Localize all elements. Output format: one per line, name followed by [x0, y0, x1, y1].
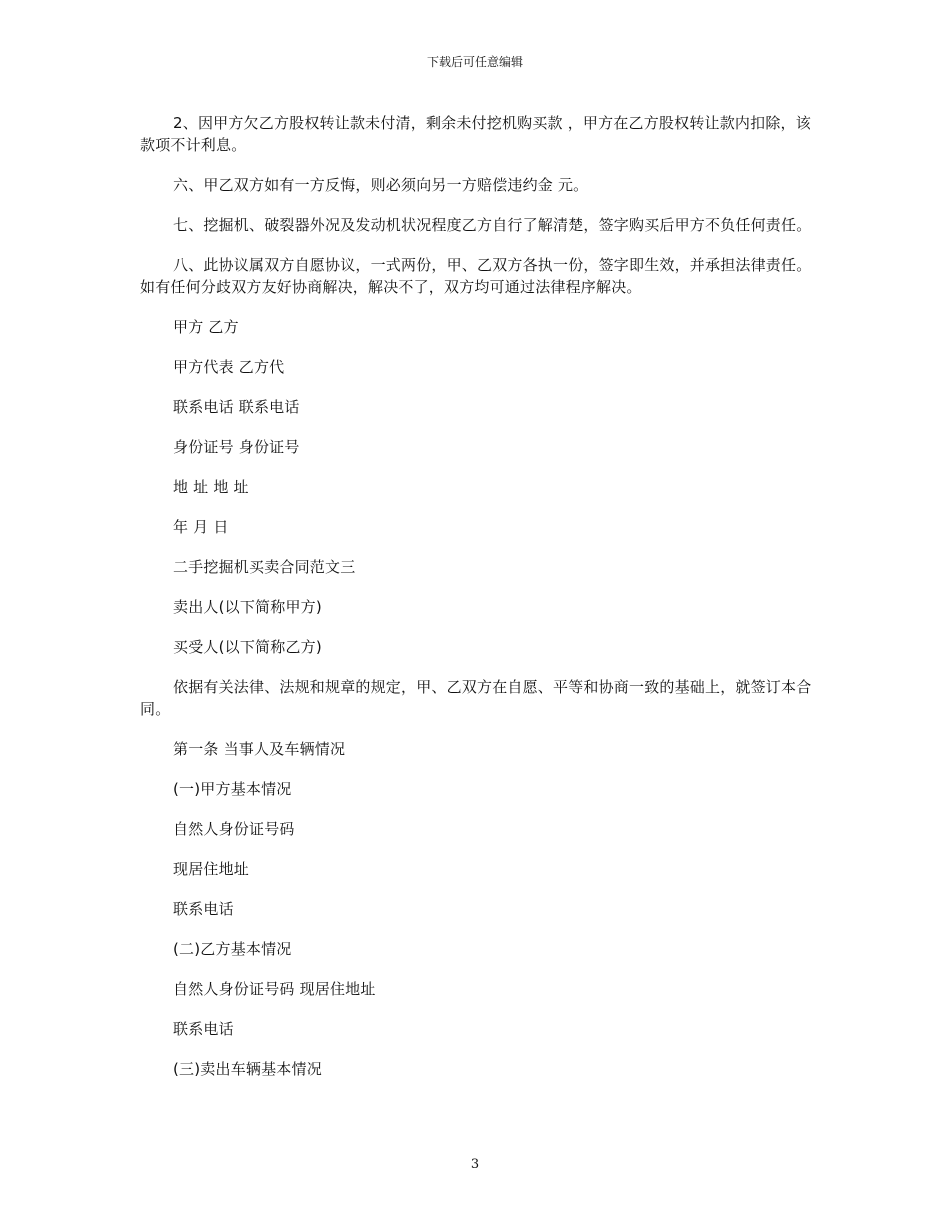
- paragraph: 自然人身份证号码 现居住地址: [173, 980, 376, 998]
- paragraph: 六、甲乙双方如有一方反悔，则必须向另一方赔偿违约金 元。: [173, 176, 589, 194]
- signature-line-date: 年 月 日: [173, 518, 229, 536]
- subsection-heading: (二)乙方基本情况: [173, 940, 292, 958]
- signature-line-phone: 联系电话 联系电话: [173, 398, 300, 416]
- paragraph: 2、因甲方欠乙方股权转让款未付清，剩余未付挖机购买款 ，甲方在乙方股权转让款内扣除，该款项不计利息。: [140, 114, 811, 154]
- section-title: 二手挖掘机买卖合同范文三: [173, 558, 356, 576]
- paragraph: 联系电话: [173, 900, 234, 918]
- signature-line-representative: 甲方代表 乙方代: [173, 358, 285, 376]
- paragraph: 卖出人(以下简称甲方): [173, 598, 322, 616]
- subsection-heading: (一)甲方基本情况: [173, 780, 292, 798]
- paragraph: 联系电话: [173, 1020, 234, 1038]
- subsection-heading: (三)卖出车辆基本情况: [173, 1060, 322, 1078]
- paragraph: 八、此协议属双方自愿协议，一式两份，甲、乙双方各执一份，签字即生效，并承担法律责任。如有任何分歧双方友好协商解决，解决不了，双方均可通过法律程序解决。: [140, 256, 812, 296]
- paragraph: 七、挖掘机、破裂器外况及发动机状况程度乙方自行了解清楚，签字购买后甲方不负任何责任。: [173, 216, 812, 234]
- signature-line-id: 身份证号 身份证号: [173, 438, 300, 456]
- signature-line-address: 地 址 地 址: [173, 478, 249, 496]
- page-number: 3: [470, 1157, 480, 1172]
- signature-line-party: 甲方 乙方: [173, 318, 239, 336]
- paragraph: 自然人身份证号码: [173, 820, 295, 838]
- paragraph: 现居住地址: [173, 860, 250, 878]
- page-header: 下载后可任意编辑: [426, 55, 523, 69]
- document-body: [140, 112, 812, 1098]
- paragraph: 买受人(以下简称乙方): [173, 638, 322, 656]
- article-heading: 第一条 当事人及车辆情况: [173, 740, 346, 758]
- paragraph: 依据有关法律、法规和规章的规定，甲、乙双方在自愿、平等和协商一致的基础上，就签订本合同。: [140, 678, 812, 718]
